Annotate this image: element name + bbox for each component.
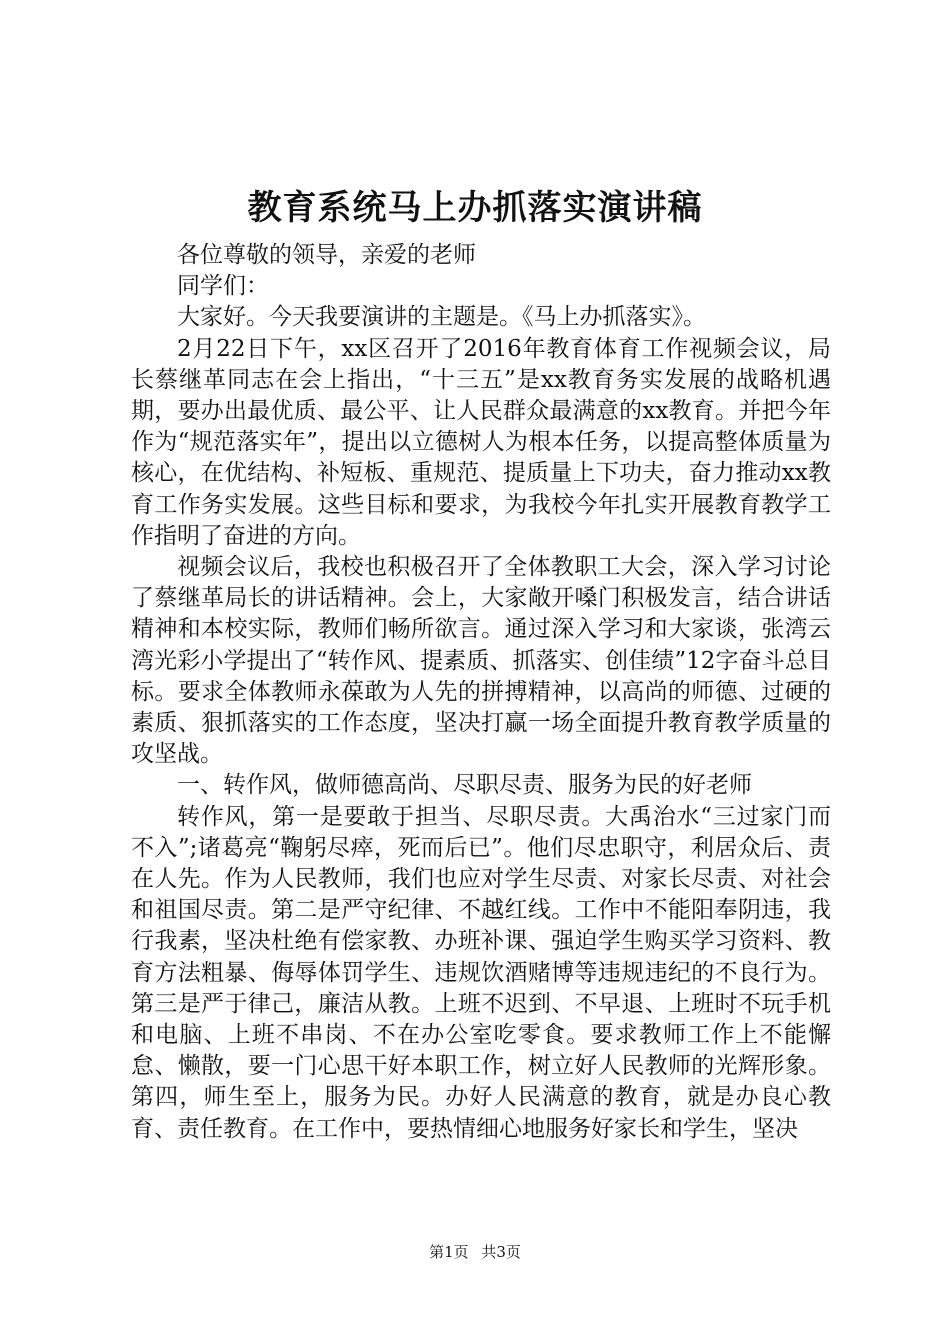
section-heading: 一、转作风，做师德高尚、尽职尽责、服务为民的好老师 [177, 772, 752, 799]
body-paragraph: 转作风，第一是要敢于担当、尽职尽责。大禹治水“三过家门而不入”;诸葛亮“鞠躬尽瘁，死而后已”。他们尽忠职守，利居众后、责在人先。作为人民教师，我们也应对学生尽责、对家长尽责、对社会和祖国尽责。第二是严守纪律、不越红线。工作中不能阳奉阴违，我行我素，坚决杜绝有偿家教、办班补课、强迫学生购买学习资料、教育方法粗暴、侮辱体罚学生、违规饮酒赌博等违规违纪的不良行为。第三是严于律己，廉洁从教。上班不迟到、不早退、上班时不玩手机和电脑、上班不串岗、不在办公室吃零食。要求教师工作上不能懈怠、懒散，要一门心思干好本职工作，树立好人民教师的光辉形象。第四，师生至上，服务为民。办好人民满意的教育，就是办良心教育、责任教育。在工作中，要热情细心地服务好家长和学生，坚决 [131, 803, 831, 1142]
body-paragraph: 视频会议后，我校也积极召开了全体教职工大会，深入学习讨论了蔡继革局长的讲话精神。会上，大家敞开嗓门积极发言，结合讲话精神和本校实际，教师们畅所欲言。通过深入学习和大家谈，张湾云湾光彩小学提出了“转作风、提素质、抓落实、创佳绩”12字奋斗总目标。要求全体教师永葆敢为人先的拼搏精神，以高尚的师德、过硬的素质、狠抓落实的工作态度，坚决打赢一场全面提升教育教学质量的攻坚战。 [131, 554, 831, 768]
page-total: 共3页 [481, 1243, 521, 1261]
page-number: 第1页 [429, 1243, 469, 1261]
greeting-paragraph: 大家好。今天我要演讲的主题是。《马上办抓落实》。 [177, 304, 706, 331]
page-footer [0, 1242, 950, 1262]
page-title: 教育系统马上办抓落实演讲稿 [247, 188, 703, 228]
salutation-line-2: 同学们： [177, 273, 269, 300]
document-body [131, 240, 831, 1145]
body-paragraph: 2月22日下午，xx区召开了2016年教育体育工作视频会议，局长蔡继革同志在会上指出，“十三五”是xx教育务实发展的战略机遇期，要办出最优质、最公平、让人民群众最满意的xx教育。并把今年作为“规范落实年”，提出以立德树人为根本任务，以提高整体质量为核心，在优结构、补短板、重规范、提质量上下功夫，奋力推动xx教育工作务实发展。这些目标和要求，为我校今年扎实开展教育教学工作指明了奋进的方向。 [131, 335, 831, 549]
salutation-line-1: 各位尊敬的领导，亲爱的老师 [177, 242, 476, 268]
